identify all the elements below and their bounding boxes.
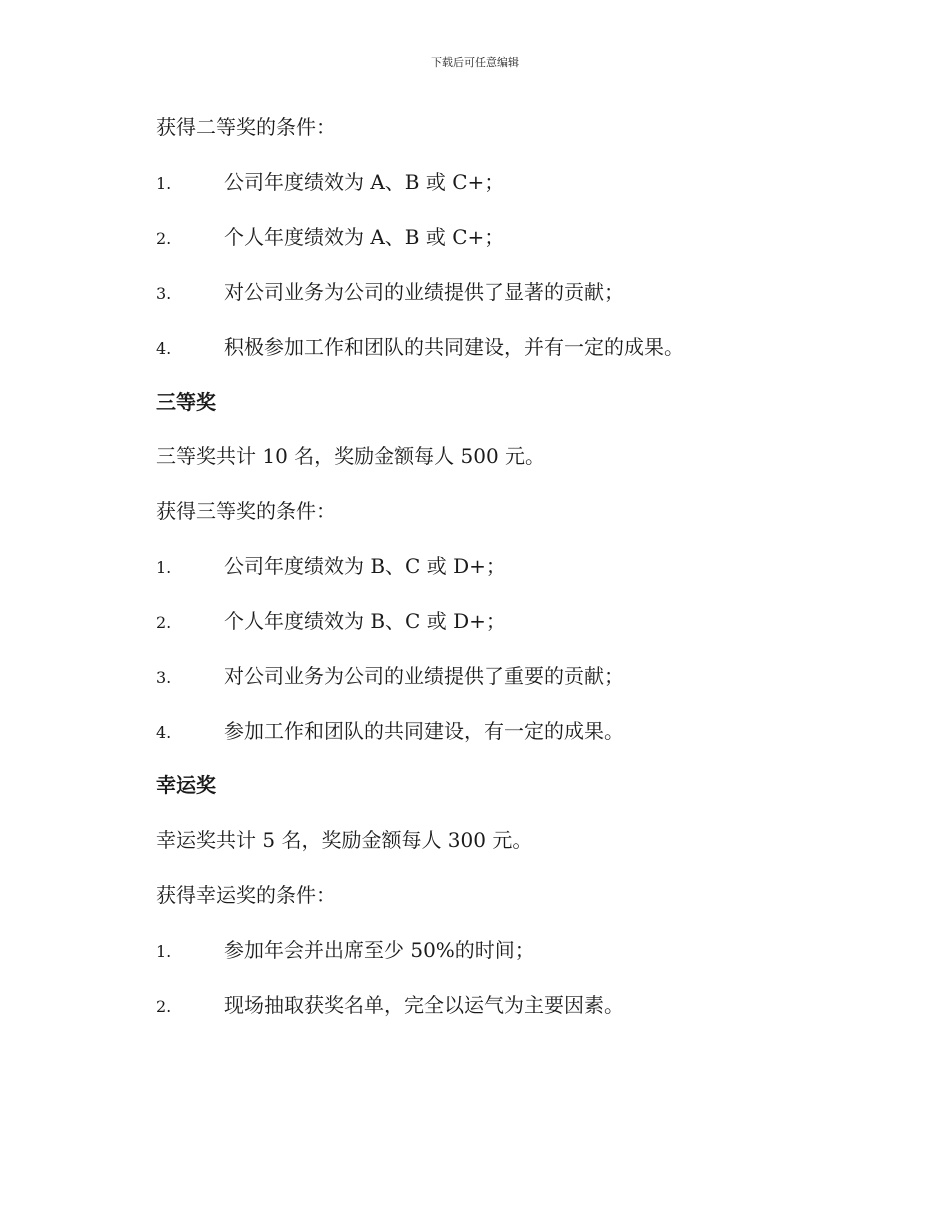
second-prize-item-2 — [156, 223, 504, 253]
third-prize-heading: 三等奖 — [156, 390, 216, 414]
list-text: 参加工作和团队的共同建设，有一定的成果。 — [224, 719, 624, 743]
header-note: 下载后可任意编辑 — [431, 56, 519, 69]
list-text: 公司年度绩效为 B、C 或 D+； — [224, 554, 506, 578]
list-number: 1. — [156, 174, 172, 193]
list-number: 2. — [156, 997, 172, 1016]
third-prize-item-3 — [156, 662, 624, 692]
list-text: 对公司业务为公司的业绩提供了显著的贡献； — [224, 280, 624, 304]
list-text: 参加年会并出席至少 50%的时间； — [224, 938, 535, 962]
list-text: 积极参加工作和团队的共同建设，并有一定的成果。 — [224, 335, 684, 359]
list-number: 2. — [156, 229, 172, 248]
second-prize-item-3 — [156, 278, 624, 308]
list-number: 1. — [156, 558, 172, 577]
lucky-prize-heading: 幸运奖 — [156, 773, 216, 797]
list-number: 2. — [156, 613, 172, 632]
list-text: 对公司业务为公司的业绩提供了重要的贡献； — [224, 664, 624, 688]
list-text: 公司年度绩效为 A、B 或 C+； — [224, 170, 505, 194]
list-number: 1. — [156, 942, 172, 961]
third-prize-item-2 — [156, 607, 506, 637]
third-prize-item-1 — [156, 552, 506, 582]
second-prize-item-1 — [156, 168, 504, 198]
list-text: 个人年度绩效为 A、B 或 C+； — [224, 225, 505, 249]
second-prize-item-4 — [156, 333, 684, 363]
list-text: 个人年度绩效为 B、C 或 D+； — [224, 609, 506, 633]
list-number: 3. — [156, 284, 172, 303]
third-prize-conditions-title: 获得三等奖的条件： — [156, 499, 336, 523]
third-prize-item-4 — [156, 717, 624, 747]
lucky-prize-item-2 — [156, 991, 624, 1021]
list-number: 4. — [156, 339, 172, 358]
lucky-prize-summary: 幸运奖共计 5 名，奖励金额每人 300 元。 — [156, 828, 533, 852]
list-text: 现场抽取获奖名单，完全以运气为主要因素。 — [224, 993, 624, 1017]
lucky-prize-item-1 — [156, 936, 535, 966]
list-number: 3. — [156, 668, 172, 687]
lucky-prize-conditions-title: 获得幸运奖的条件： — [156, 883, 336, 907]
list-number: 4. — [156, 723, 172, 742]
second-prize-conditions-title: 获得二等奖的条件： — [156, 115, 336, 139]
third-prize-summary: 三等奖共计 10 名，奖励金额每人 500 元。 — [156, 444, 546, 468]
